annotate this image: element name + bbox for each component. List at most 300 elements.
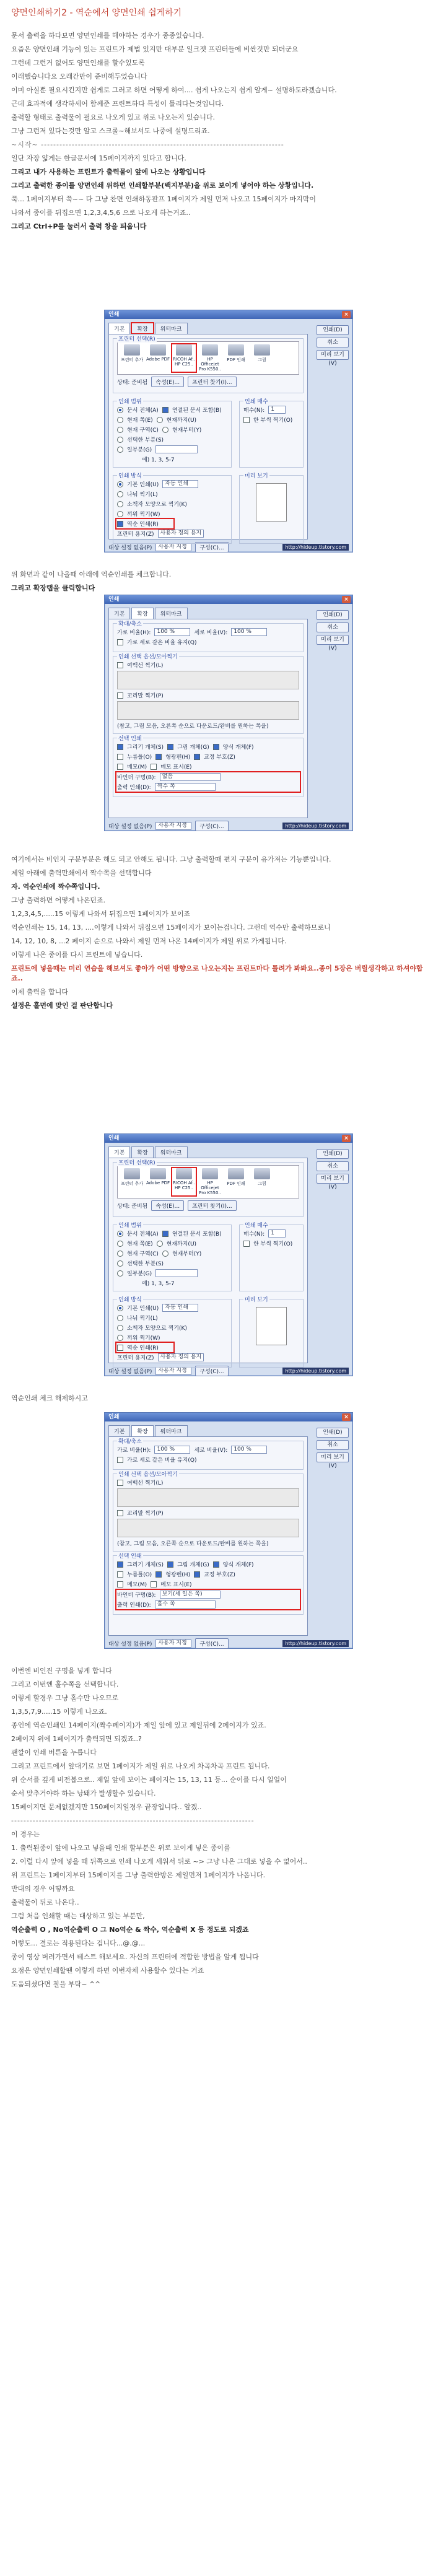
preview-button[interactable]: 미리 보기(V)	[317, 350, 349, 360]
dialog-title: 인쇄	[108, 312, 120, 318]
range-legend: 인쇄 범위	[117, 397, 143, 405]
method-label: 끼워 찍기(W)	[127, 512, 160, 518]
print-button[interactable]: 인쇄(D)	[317, 325, 349, 335]
paragraph: 괜깔이 인쇄 버튼을 누릅니다	[11, 1749, 97, 1757]
paragraph: 2. 이럴 다시 앞에 넣을 때 뒤쪽으로 인쇄 나오게 세워서 뒤로 ~> 그냥 나온 그대로 넣을 수 없어서..	[11, 1858, 307, 1866]
paragraph: 1. 출력된종이 앞에 나오고 넣을때 인쇄 할부분은 위로 보이게 넣은 종이를	[11, 1844, 230, 1852]
preview-group	[239, 1299, 304, 1368]
close-icon[interactable]: ×	[342, 311, 351, 318]
range-radio[interactable]	[157, 1241, 163, 1247]
tab-extended[interactable]: 확장	[131, 1146, 153, 1158]
find-printer-button[interactable]: 프린터 찾기(I)...	[188, 377, 237, 387]
keep-ratio-check[interactable]	[117, 1457, 123, 1463]
page-preview	[256, 1307, 287, 1345]
tab-basic[interactable]: 기본	[108, 323, 130, 334]
paragraph: 그럼 처음 인쇄할 때는 대상하고 있는 부분만,	[11, 1912, 145, 1920]
select-check[interactable]	[117, 744, 123, 750]
keep-ratio-label: 가로 세로 같은 비율 유지(Q)	[127, 1457, 197, 1464]
mid3-text	[11, 1394, 432, 1407]
paragraph: 프린트에 넣을때는 미리 연습을 해보셔도 좋아가 어떤 방향으로 나오는지는 프린트마다 틀려가 봐봐요..종이 5장은 버릴생각하고 하셔야합죠..	[11, 964, 423, 982]
binding-check[interactable]	[117, 1480, 123, 1486]
range-label: 현재부터(Y)	[172, 1251, 202, 1257]
paragraph: 이렇게 할경우 그냥 홀수만 나오므로	[11, 1694, 119, 1702]
target-select[interactable]: 사용자 지정	[155, 1367, 191, 1375]
printer-item[interactable]	[120, 1168, 144, 1195]
select-check[interactable]	[117, 1561, 123, 1568]
select-label: 메모(M)	[127, 764, 147, 771]
paragraph: 도움되셨다면 칠을 부탁~ ^^	[11, 1980, 101, 1988]
method-item	[117, 480, 227, 488]
printer-label: 그림	[258, 357, 266, 362]
preview-group	[239, 475, 304, 544]
printer-item[interactable]	[146, 1168, 170, 1195]
binding-opt	[117, 1509, 299, 1517]
tab-watermark[interactable]: 워터마크	[155, 608, 188, 619]
paragraph: 종이 영상 버려가면서 테스트 해보세요. 자신의 프린터에 적합한 방법을 알게 됩니다	[11, 1953, 259, 1961]
keep-ratio-check[interactable]	[117, 639, 123, 645]
binding-preview	[117, 1519, 299, 1537]
printer-item[interactable]	[198, 344, 222, 372]
tab-extended[interactable]: 확장	[131, 323, 153, 334]
printer-icon	[202, 344, 218, 356]
printer-label: 프린터 추가	[120, 1181, 144, 1186]
range-radio[interactable]	[117, 407, 123, 413]
range-label: 현재 구역(C)	[127, 427, 159, 434]
target-label: 대상 설정 없음(P)	[108, 824, 152, 830]
paper-select[interactable]: 사용자 정의 용지	[158, 530, 204, 538]
paragraph: 역순인쇄는 15, 14, 13, ....이렇게 나와서 뒤집으면 15페이지가 보이는겁니다. 그런데 역수만 출력하므로니	[11, 923, 331, 932]
binding-label: 여백선 찍기(L)	[127, 663, 164, 669]
print-dialog-basic	[104, 310, 353, 552]
binding-label: 꼬리말 찍기(P)	[127, 1511, 164, 1517]
tab-watermark[interactable]: 워터마크	[155, 323, 188, 334]
tab-watermark[interactable]: 워터마크	[155, 1146, 188, 1158]
range-radio[interactable]	[117, 1270, 123, 1277]
binding-preview	[117, 701, 299, 720]
copies-group	[239, 401, 304, 468]
paragraph: 역순출력 O , No역순출력 O 그 No역순 & 짝수, 역순출력 X 등 정도로 되겠죠	[11, 1926, 249, 1934]
select-check[interactable]	[151, 1581, 157, 1587]
paragraph: 근데 효과적에 생각하세어 함께준 프린트하다 특성이 틀리다는것입니다.	[11, 100, 224, 108]
range-label: 일부분(G)	[127, 447, 152, 453]
printer-item[interactable]	[146, 344, 170, 372]
select-label: 그림 개체(G)	[177, 744, 209, 751]
paragraph: 일단 자장 얇게는 한글문서에 15페이지까지 있다고 합니다.	[11, 154, 186, 162]
reverse-row	[117, 1343, 173, 1351]
keep-ratio-label: 가로 세로 같은 비율 유지(Q)	[127, 640, 197, 646]
range-label: 현재까지(U)	[166, 417, 197, 424]
h-ratio-label: 가로 비율(H):	[117, 630, 151, 636]
copies-legend: 인쇄 매수	[243, 397, 269, 405]
paragraph: 그리고 Ctrl+P를 눌러서 출력 창을 띄웁니다	[11, 222, 147, 230]
v-ratio-input[interactable]: 100 %	[231, 1446, 267, 1454]
method-radio[interactable]	[117, 1305, 123, 1311]
range-radio[interactable]	[117, 1260, 123, 1267]
tab-basic[interactable]: 기본	[108, 608, 130, 619]
paragraph: 그냥 출력하면 어떻게 나온던죠.	[11, 896, 106, 904]
range-row	[117, 1259, 227, 1267]
dialog-titlebar	[105, 595, 352, 604]
v-ratio-label: 세로 비율(V):	[194, 630, 228, 636]
close-icon[interactable]: ×	[342, 1135, 351, 1142]
printer-item[interactable]	[172, 1168, 196, 1195]
reverse-label: 역순 인쇄(R)	[127, 522, 159, 528]
config-button[interactable]: 구성(C)...	[195, 1366, 228, 1376]
select-check[interactable]	[117, 764, 123, 770]
paragraph: 순서 맞추거야하 하는 낭돼가 발생할수 있습니다.	[11, 1789, 156, 1797]
printer-item[interactable]	[224, 1168, 248, 1195]
binder-select[interactable]: 보기(세 일은 쪽)	[160, 1591, 221, 1599]
config-button[interactable]: 구성(C)...	[195, 821, 228, 831]
range-row	[117, 1249, 227, 1257]
printer-icon	[124, 1168, 140, 1179]
select-legend: 선택 인쇄	[117, 734, 143, 742]
select-check[interactable]	[167, 744, 173, 750]
zoom-group	[113, 623, 304, 652]
method-item	[117, 500, 227, 508]
binding-opt	[117, 661, 299, 669]
printer-label: Adobe PDF	[146, 357, 170, 362]
method-label: 나눠 찍기(L)	[127, 492, 158, 498]
config-button[interactable]: 구성(C)...	[195, 542, 228, 552]
range-label: 연결된 문서 포함(B)	[172, 408, 222, 414]
ratio-row	[117, 628, 299, 636]
range-label: 문서 전체(A)	[127, 1231, 159, 1238]
print-range-row	[117, 1600, 299, 1609]
method-group	[113, 475, 232, 544]
select-check[interactable]	[213, 1561, 219, 1568]
range-radio[interactable]	[117, 417, 123, 423]
method-legend: 인쇄 방식	[117, 1295, 143, 1303]
preview-legend: 미리 보기	[243, 471, 269, 479]
printer-label: RICOH Af.. HP C25..	[173, 357, 195, 367]
cancel-button[interactable]: 취소	[317, 622, 349, 632]
paragraph: 그리고 내가 사용하는 프린트가 출력물이 앞에 나오는 상황입니다	[11, 168, 206, 176]
v-ratio-input[interactable]: 100 %	[231, 628, 267, 636]
dialog-titlebar	[105, 1134, 352, 1143]
method-radio[interactable]	[117, 1325, 123, 1331]
range-check[interactable]	[162, 407, 168, 413]
find-printer-button[interactable]: 프린터 찾기(I)...	[188, 1200, 237, 1211]
tab-extended[interactable]: 확장	[131, 1425, 153, 1436]
method-radio[interactable]	[117, 1335, 123, 1341]
cancel-button[interactable]: 취소	[317, 1161, 349, 1171]
select-check[interactable]	[194, 754, 200, 760]
select-label: 형광펜(H)	[165, 1572, 191, 1578]
binding-check[interactable]	[117, 692, 123, 699]
range-row	[117, 445, 227, 453]
dialog-tabs	[105, 604, 352, 619]
paragraph: 이렇게 나온 종이를 다시 프린트에 넣습니다.	[11, 951, 143, 959]
side-buttons	[317, 325, 349, 367]
binder-row	[117, 773, 299, 781]
reverse-row	[117, 520, 173, 528]
paragraph: 역순인쇄 체크 해제하시고	[11, 1394, 88, 1402]
select-label: 형광펜(H)	[165, 754, 191, 761]
target-select[interactable]: 사용자 지정	[155, 1639, 191, 1648]
paragraph: 14, 12, 10, 8, ...2 페이지 순으로 나와서 제일 먼저 나온 14페이지가 제일 위로 가게됩니다.	[11, 937, 287, 945]
select-row	[117, 1560, 299, 1568]
range-radio[interactable]	[157, 417, 163, 423]
preview-button[interactable]: 미리 보기(V)	[317, 1174, 349, 1184]
range-radio[interactable]	[117, 437, 123, 443]
printer-icon	[254, 1168, 270, 1179]
info-text: (참고, 그림 모음, 오른쪽 순으로 다운로드/완비를 원하는 쪽을)	[117, 723, 269, 730]
close-icon[interactable]: ×	[342, 1413, 351, 1421]
zoom-group	[113, 1441, 304, 1470]
select-check[interactable]	[117, 1581, 123, 1587]
properties-button[interactable]: 속성(E)...	[151, 377, 184, 387]
config-button[interactable]: 구성(C)...	[195, 1638, 228, 1649]
reverse-label: 역순 인쇄(R)	[127, 1345, 159, 1351]
range-row	[117, 426, 227, 434]
printer-select-group	[113, 338, 304, 393]
range-copies-row	[109, 1221, 307, 1295]
paper-label: 프린터 용지(Z)	[117, 531, 154, 538]
preview-button[interactable]: 미리 보기(V)	[317, 635, 349, 645]
print-range-select[interactable]: 홀수 쪽	[155, 1600, 216, 1609]
binding-preview	[117, 1488, 299, 1507]
watermark-url: http://hideup.tistory.com	[282, 1368, 349, 1374]
range-label: 선택한 부분(S)	[127, 1261, 164, 1267]
printer-icon	[228, 344, 244, 356]
paragraph: 이번엔 비인진 구멍을 넣게 합니다	[11, 1667, 112, 1675]
method-group	[113, 1299, 232, 1368]
method-label: 기본 인쇄(U)	[127, 482, 159, 488]
range-group	[113, 401, 232, 468]
watermark-url: http://hideup.tistory.com	[282, 1640, 349, 1647]
range-radio[interactable]	[117, 1251, 123, 1257]
copies-row	[243, 406, 299, 414]
printer-item[interactable]	[120, 344, 144, 372]
paragraph: 2페이지 위에 1페이지가 출력되면 되겠죠..?	[11, 1735, 142, 1743]
collate-check[interactable]	[243, 1241, 250, 1247]
side-buttons	[317, 1149, 349, 1190]
method-label: 소책자 모양으로 찍기(K)	[127, 1325, 187, 1332]
dialog-bottom-bar	[105, 1636, 352, 1653]
print-range-select[interactable]: 짝수 쪽	[155, 783, 216, 791]
select-check[interactable]	[167, 1561, 173, 1568]
target-label: 대상 설정 없음(P)	[108, 1369, 152, 1375]
printer-icon	[150, 344, 166, 356]
cancel-button[interactable]: 취소	[317, 338, 349, 347]
paragraph: 그리고 출력한 종이를 양면인쇄 위하면 인쇄할부분(백지부분)을 위로 보이게 넣어야 하는 상황입니다.	[11, 181, 314, 190]
select-print-group	[113, 1555, 304, 1615]
method-label: 끼워 찍기(W)	[127, 1335, 160, 1342]
range-check[interactable]	[162, 1231, 168, 1237]
select-check[interactable]	[117, 1571, 123, 1578]
properties-button[interactable]: 속성(E)...	[151, 1200, 184, 1211]
keep-ratio-row	[117, 1456, 299, 1464]
binding-label: 여백선 찍기(L)	[127, 1480, 164, 1487]
dialog-bottom-bar	[105, 818, 352, 835]
output-options	[117, 1591, 299, 1609]
print-dialog-extended-even	[104, 595, 353, 831]
method-radio[interactable]	[117, 501, 123, 507]
binding-label: 꼬리말 찍기(P)	[127, 693, 164, 699]
select-row	[117, 753, 299, 761]
dialog-titlebar	[105, 1413, 352, 1421]
paragraph: 종인에 역순인쇄인 14페이지(짝수페이지)가 제일 앞에 있고 제일뒤에 2페이지가 있죠.	[11, 1721, 266, 1729]
paragraph: 이미 아실뿐 필요시킨지만 쉽게로 그러고 하면 어떻게 하여.... 쉽게 나오는지 쉽게 알게~ 설명하도라겠습니다.	[11, 86, 337, 94]
print-button[interactable]: 인쇄(D)	[317, 1149, 349, 1159]
paragraph: 제일 아래에 출력만쇄에서 짝수쪽을 선택합니다	[11, 869, 152, 877]
copies-input[interactable]: 1	[268, 1229, 286, 1238]
method-label: 나눠 찍기(L)	[127, 1316, 158, 1322]
method-radio[interactable]	[117, 491, 123, 497]
copies-legend: 인쇄 매수	[243, 1221, 269, 1229]
binder-select[interactable]: 없음	[160, 773, 221, 781]
ratio-row	[117, 1446, 299, 1454]
binding-legend: 인쇄 선택 옵션/모아찍기	[117, 1470, 179, 1478]
keep-ratio-row	[117, 638, 299, 646]
printer-label: 그림	[258, 1181, 266, 1186]
method-radio[interactable]	[117, 511, 123, 517]
range-radio[interactable]	[117, 1241, 123, 1247]
select-check[interactable]	[117, 754, 123, 760]
close-icon[interactable]: ×	[342, 596, 351, 603]
printer-icon	[254, 344, 270, 356]
select-row	[117, 1570, 299, 1578]
printer-label: 프린터 추가	[120, 357, 144, 362]
select-row	[117, 743, 299, 751]
watermark-url: http://hideup.tistory.com	[282, 544, 349, 551]
h-ratio-label: 가로 비율(H):	[117, 1447, 151, 1454]
printer-icon	[124, 344, 140, 356]
v-ratio-label: 세로 비율(V):	[194, 1447, 228, 1454]
paragraph: 이제 출력을 합니다	[11, 988, 69, 996]
printer-item[interactable]	[198, 1168, 222, 1195]
watermark-url: http://hideup.tistory.com	[282, 823, 349, 829]
tab-basic[interactable]: 기본	[108, 1146, 130, 1158]
tab-watermark[interactable]: 워터마크	[155, 1425, 188, 1436]
select-row	[117, 762, 299, 771]
preview-legend: 미리 보기	[243, 1295, 269, 1303]
print-button[interactable]: 인쇄(D)	[317, 610, 349, 620]
dialog-tabs	[105, 1143, 352, 1158]
select-check[interactable]	[155, 754, 162, 760]
select-check[interactable]	[194, 1571, 200, 1578]
range-row	[117, 1229, 227, 1238]
info-text: (참고, 그림 모음, 오른쪽 순으로 다운로드/완비를 원하는 쪽을)	[117, 1541, 269, 1547]
select-check[interactable]	[151, 764, 157, 770]
method-item	[117, 510, 227, 518]
printer-item[interactable]	[224, 344, 248, 372]
range-hint: 예) 1, 3, 5-7	[142, 457, 175, 463]
reverse-check[interactable]	[117, 1345, 123, 1351]
collate-check[interactable]	[243, 417, 250, 423]
binding-check[interactable]	[117, 662, 123, 668]
printer-item[interactable]	[172, 344, 196, 372]
reverse-check[interactable]	[117, 521, 123, 527]
method-item	[117, 1304, 227, 1312]
method-radio[interactable]	[117, 481, 123, 487]
dialog-body	[108, 1436, 308, 1636]
copies-label: 매수(N):	[243, 1231, 265, 1238]
target-select[interactable]: 사용자 지정	[155, 822, 191, 830]
method-radio[interactable]	[117, 1315, 123, 1321]
printer-item[interactable]	[250, 1168, 274, 1195]
method-select[interactable]: 자동 인쇄	[162, 480, 198, 488]
range-group	[113, 1225, 232, 1291]
paragraph: 반대의 경우 어떻까요	[11, 1885, 75, 1893]
printer-legend: 프린터 선택(R)	[117, 1158, 157, 1166]
select-label: 양식 개체(F)	[222, 1562, 254, 1568]
range-radio[interactable]	[117, 1231, 123, 1237]
select-label: 누름틀(O)	[127, 754, 152, 761]
h-ratio-input[interactable]: 100 %	[154, 1446, 190, 1454]
copies-input[interactable]: 1	[268, 406, 286, 414]
copies-group	[239, 1225, 304, 1291]
range-radio[interactable]	[162, 1251, 168, 1257]
paper-row	[117, 530, 227, 538]
range-label: 문서 전체(A)	[127, 408, 159, 414]
select-check[interactable]	[213, 744, 219, 750]
paragraph: 이 경우는	[11, 1830, 40, 1838]
collate-row	[243, 416, 299, 424]
paragraph: 그리고 확장탭을 클릭합니다	[11, 584, 95, 592]
select-label: 그리기 개체(S)	[127, 744, 164, 751]
select-label: 누름틀(O)	[127, 1572, 152, 1578]
tab-basic[interactable]: 기본	[108, 1425, 130, 1436]
mid1-text	[11, 570, 432, 597]
method-item	[117, 490, 227, 498]
paragraph: 쭉... 1페이지부터 쭉~~ 다 그냥 찬면 인쇄하동판프 1페이지가 제일 먼저 나오고 15페이지가 마지막이	[11, 195, 317, 203]
dialog-tabs	[105, 319, 352, 334]
paragraph: 15페이지면 문제없겠지만 150페이지일경우 끝장입니다.. 알겠..	[11, 1803, 202, 1811]
select-check[interactable]	[155, 1571, 162, 1578]
cancel-button[interactable]: 취소	[317, 1440, 349, 1450]
select-label: 교정 부호(Z)	[204, 1572, 235, 1578]
printer-list	[117, 1165, 299, 1198]
paragraph: 여기에서는 비인지 구분부분은 해도 되고 안해도 됩니다. 그냥 출력할때 편지 구분이 유가져는 기능뿐입니다.	[11, 855, 331, 863]
range-row	[117, 1239, 227, 1247]
range-input[interactable]	[155, 1269, 198, 1277]
output-options	[117, 773, 299, 791]
print-button[interactable]: 인쇄(D)	[317, 1428, 349, 1438]
range-label: 현재 쪽(E)	[127, 417, 153, 424]
paragraph: 그리고 프린트에서 앞대기로 보면 1페이지가 제일 위로 나오게 차곡차곡 프린트 됩니다.	[11, 1762, 270, 1770]
tab-extended[interactable]: 확장	[131, 608, 153, 619]
paragraph: 문서 출력을 하다보면 양면인쇄를 해야하는 경우가 종종있습니다.	[11, 32, 204, 40]
mid2-text	[11, 855, 432, 1015]
paper-select[interactable]: 사용자 정의 용지	[158, 1353, 204, 1361]
printer-item[interactable]	[250, 344, 274, 372]
printer-label: HP Officejet Pro K550..	[199, 357, 221, 372]
preview-button[interactable]: 미리 보기(V)	[317, 1452, 349, 1462]
range-radio[interactable]	[162, 427, 168, 433]
paragraph: ~시작~ -------------------------------------------------------------------------------	[11, 141, 284, 149]
range-row	[117, 1269, 227, 1277]
paragraph: 나와서 종이를 뒤집으면 1,2,3,4,5,6 으로 나오게 하는거죠..	[11, 209, 191, 217]
h-ratio-input[interactable]: 100 %	[154, 628, 190, 636]
paragraph: 이래했습니다요 오래간만이 준비해두었습니다	[11, 72, 147, 81]
paragraph: 요점은 양면인쇄할땐 이렇게 하면 이번자체 사용할수 있다는 거죠	[11, 1967, 204, 1975]
range-input[interactable]	[155, 445, 198, 453]
printer-label: Adobe PDF	[146, 1181, 170, 1185]
dialog-title: 인쇄	[108, 1135, 120, 1142]
copies-row	[243, 1229, 299, 1238]
target-select[interactable]: 사용자 지정	[155, 543, 191, 551]
range-label: 현재부터(Y)	[172, 427, 202, 434]
printer-icon	[228, 1168, 244, 1179]
post-title[interactable]: 양면인쇄하기2 - 역순에서 양면인쇄 쉽게하기	[11, 8, 182, 18]
method-select[interactable]: 자동 인쇄	[162, 1304, 198, 1312]
range-radio[interactable]	[117, 427, 123, 433]
printer-select-group	[113, 1162, 304, 1217]
range-radio[interactable]	[117, 447, 123, 453]
binding-check[interactable]	[117, 1510, 123, 1516]
